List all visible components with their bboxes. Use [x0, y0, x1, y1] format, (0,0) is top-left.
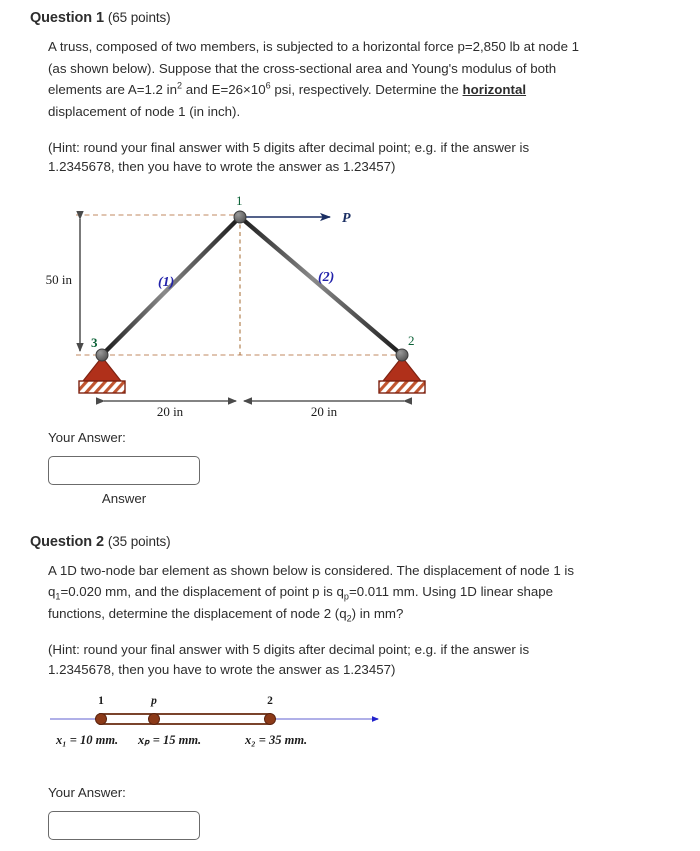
q2-sub-1: 1: [55, 591, 61, 602]
force-label-P: P: [342, 210, 351, 226]
question-1-answer-input[interactable]: [48, 456, 200, 485]
q1-text-a: A truss, composed of two members, is subjected to a horizontal force p=2,850 lb at node 1 (as shown below). Suppose that the cross-sectional area and Young's modulus of both elements are A=1.2 in: [48, 39, 580, 98]
support-left: [79, 357, 125, 393]
question-1-hint: (Hint: round your final answer with 5 digits after decimal point; e.g. if the answer is 1.2345678, then you have to wrote the answer as 1.23457): [48, 140, 530, 175]
truss-figure: [30, 191, 700, 416]
question-2-statement: [48, 560, 588, 625]
question-1-heading: [30, 10, 700, 26]
truss-member-2: [240, 217, 402, 355]
span-right-dimension-label: 20 in: [310, 403, 338, 416]
node-2-label: 2: [408, 332, 415, 348]
question-2-body: [48, 560, 588, 679]
truss-diagram-svg: [30, 191, 450, 416]
height-dimension-label: 50 in: [45, 271, 72, 287]
question-2-answer-block: [48, 785, 700, 840]
question-1-answer-block: [48, 430, 700, 506]
bar-point-p-label: p: [151, 694, 157, 707]
bar-x1-label: x₁ = 10 mm.: [56, 732, 119, 747]
bar-node-2-marker: [265, 713, 276, 724]
question-1-body: [48, 36, 588, 177]
node-1-marker: [234, 211, 246, 223]
question-1-answer-sublabel: Answer: [101, 490, 147, 506]
bar-element-diagram-svg: [30, 691, 430, 753]
q1-text-c: psi, respectively. Determine the: [270, 82, 463, 98]
q1-sup-area: 2: [177, 80, 183, 91]
q1-text-b: and E=26×10: [182, 82, 266, 98]
question-1-answer-label: Your Answer:: [48, 429, 126, 445]
q1-text-d: displacement of node 1 (in inch).: [48, 103, 241, 119]
question-2-answer-input[interactable]: [48, 811, 200, 840]
question-2-points: (35 points): [107, 533, 171, 549]
q2-sub-p: p: [343, 591, 349, 602]
span-left-dimension-label: 20 in: [156, 403, 184, 416]
node-3-marker: [96, 349, 108, 361]
question-2-title: Question 2: [30, 533, 104, 550]
question-2-hint: (Hint: round your final answer with 5 digits after decimal point; e.g. if the answer is 1.2345678, then you have to wrote the answer as 1.23457): [48, 642, 530, 677]
node-1-label: 1: [236, 192, 243, 208]
question-1-points: (65 points): [107, 10, 171, 25]
q2-text-a: A 1D two-node bar element as shown below is considered. The displacement of node 1 is q: [48, 562, 575, 600]
node-3-label: 3: [91, 334, 98, 350]
bar-node-1-marker: [96, 713, 107, 724]
q1-sup-exponent: 6: [265, 80, 271, 91]
bar-node-2-label: 2: [267, 694, 273, 707]
q2-text-d: ) in mm?: [351, 605, 404, 621]
q2-text-c: =0.011 mm. Using 1D linear shape functions, determine the displacement of node 2 (q: [48, 584, 554, 621]
q2-text-b: =0.020 mm, and the displacement of point p is q: [60, 584, 344, 600]
question-2-answer-label: Your Answer:: [48, 784, 126, 800]
bar-x2-label: x₂ = 35 mm.: [245, 732, 308, 747]
support-left-ground: [79, 381, 125, 393]
q2-sub-2: 2: [346, 613, 352, 624]
member-2-label: (2): [318, 269, 335, 285]
support-right-ground: [379, 381, 425, 393]
bar-point-p-marker: [149, 713, 160, 724]
question-1-statement: [48, 36, 588, 122]
question-1-title: Question 1: [30, 10, 104, 26]
bar-node-1-label: 1: [98, 694, 104, 707]
bar-element-figure: [30, 691, 700, 753]
member-1-label: (1): [158, 274, 175, 290]
support-right: [379, 357, 425, 393]
bar-element-body: [100, 714, 270, 724]
bar-xp-label: xₚ = 15 mm.: [138, 732, 202, 747]
node-2-marker: [396, 349, 408, 361]
q1-emphasis-horizontal: horizontal: [462, 82, 527, 98]
question-2-heading: [30, 534, 700, 550]
